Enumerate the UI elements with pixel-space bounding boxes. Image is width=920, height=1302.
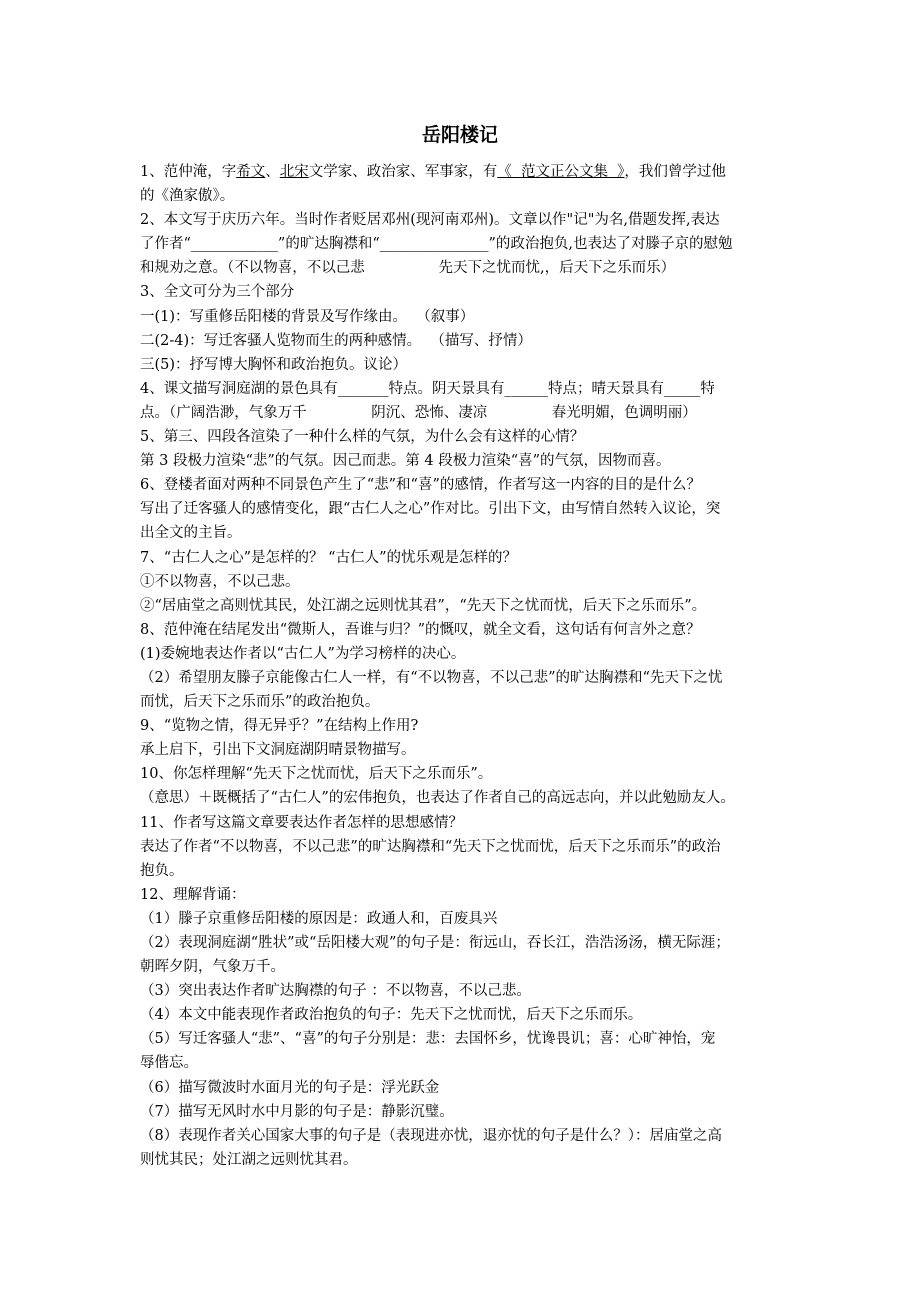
text-line: ②“居庙堂之高则忧其民，处江湖之远则忧其君”，“先天下之忧而忧，后天下之乐而乐”。 [140,597,707,614]
text-line: 抱负。 [140,862,184,879]
text-line [140,160,800,184]
text-line: 7、“古仁人之心”是怎样的？ “古仁人”的忧乐观是怎样的？ [140,549,517,566]
text-line: （1）滕子京重修岳阳楼的原因是：政通人和，百废具兴 [140,910,498,927]
text-line: 11、作者写这篇文章要表达作者怎样的思想感情？ [140,814,463,831]
text-line: 二(2-4)：写迁客骚人览物而生的两种感情。 （描写、抒情） [140,332,532,349]
text-line: （2）表现洞庭湖“胜状”或“岳阳楼大观”的句子是：衔远山，吞长江，浩浩汤汤，横无际涯； [140,935,730,951]
text-line: ①不以物喜，不以己悲。 [140,573,300,590]
underlined-text: 《 范文正公文集 》 [497,164,625,180]
text-line: （6）描写微波时水面月光的句子是：浮光跃金 [140,1079,440,1096]
text-line: 辱偕忘。 [140,1055,198,1072]
text-line: 5、第三、四段各渲染了一种什么样的气氛，为什么会有这样的心情？ [140,429,585,446]
text-line: 承上启下，引出下文洞庭湖阴晴景物描写。 [140,742,416,759]
text-line: 第 3 段极力渲染“悲”的气氛。因己而悲。第 4 段极力渲染“喜”的气氛，因物而喜。 [140,453,671,470]
text-line: 10、你怎样理解“先天下之忧而忧，后天下之乐而乐”。 [140,766,493,783]
text-line: 6、登楼者面对两种不同景色产生了“悲”和“喜”的感情，作者写这一内容的目的是什么？ [140,477,701,494]
text-line: 点。（广阔浩渺，气象万千 阴沉、恐怖、凄凉 春光明媚，色调明丽） [140,404,697,421]
text-line: 而忧，后天下之乐而乐”的政治抱负。 [140,694,380,711]
text: 1、范仲淹，字 [140,164,237,180]
underlined-text: 希文 [236,164,266,180]
text-line: 和规劝之意。（不以物喜，不以己悲 先天下之忧而忧,，后天下之乐而乐） [140,260,676,277]
text-line: （2）希望朋友滕子京能像古仁人一样，有“不以物喜，不以己悲”的旷达胸襟和“先天下之忧 [140,669,723,686]
text-line: 的《渔家傲》。 [140,188,235,205]
text-line: 12、理解背诵： [140,886,246,903]
text-line: （8）表现作者关心国家大事的句子是（表现进亦忧，退亦忧的句子是什么？）：居庙堂之高 [140,1127,722,1144]
page-title: 岳阳楼记 [421,124,498,146]
text-line: 写出了迁客骚人的感情变化，跟“古仁人之心”作对比。引出下文，由写情自然转入议论，突 [140,501,721,518]
text-line: 一(1)：写重修岳阳楼的背景及写作缘由。 （叙事） [140,308,475,325]
text: 文学家、政治家、军事家，有 [308,164,498,180]
text-line: 了作者“____________”的旷达胸襟和“_______________”的政治抱负,也表达了对滕子京的慰勉 [140,236,733,253]
text-line: （3）突出表达作者旷达胸襟的句子 ：不以物喜，不以己悲。 [140,983,531,1000]
text-line: （5）写迁客骚人“悲”、“喜”的句子分别是：悲：去国怀乡，忧谗畏讥；喜：心旷神怡，宠 [140,1031,716,1048]
text-line: 2、本文写于庆历六年。当时作者贬居邓州(现河南邓州)。文章以作"记"为名,借题发挥,表达 [140,212,720,229]
text-line: 3、全文可分为三个部分 [140,284,295,301]
document-body [140,160,800,1172]
text-line: （4）本文中能表现作者政治抱负的句子：先天下之忧而忧，后天下之乐而乐。 [140,1007,643,1024]
underlined-text: 北宋 [279,164,309,180]
text-line: 出全文的主旨。 [140,525,242,542]
text-line: 8、范仲淹在结尾发出“微斯人，吾谁与归？”的慨叹，就全文看，这句话有何言外之意？ [140,621,701,638]
text-line: 9、“览物之情，得无异乎？”在结构上作用? [140,718,419,735]
text-line: 4、课文描写洞庭湖的景色具有_______特点。阴天景具有______特点；晴天景具有_____特 [140,380,715,397]
text-line: （意思）＋既概括了“古仁人”的宏伟抱负，也表达了作者自己的高远志向，并以此勉励友人。 [140,790,735,807]
text-line: 三(5)：抒写博大胸怀和政治抱负。议论） [140,356,408,373]
text: ，我们曾学过他 [624,164,726,180]
text: 、 [265,164,280,180]
text-line: 朝晖夕阴，气象万千。 [140,959,285,976]
text-line: 则忧其民；处江湖之远则忧其君。 [140,1151,358,1168]
text-line: (1)委婉地表达作者以“古仁人”为学习榜样的决心。 [140,645,466,662]
text-line: 表达了作者“不以物喜，不以己悲”的旷达胸襟和“先天下之忧而忧，后天下之乐而乐”的政治 [140,838,721,855]
text-line: （7）描写无风时水中月影的句子是：静影沉璧。 [140,1103,454,1120]
